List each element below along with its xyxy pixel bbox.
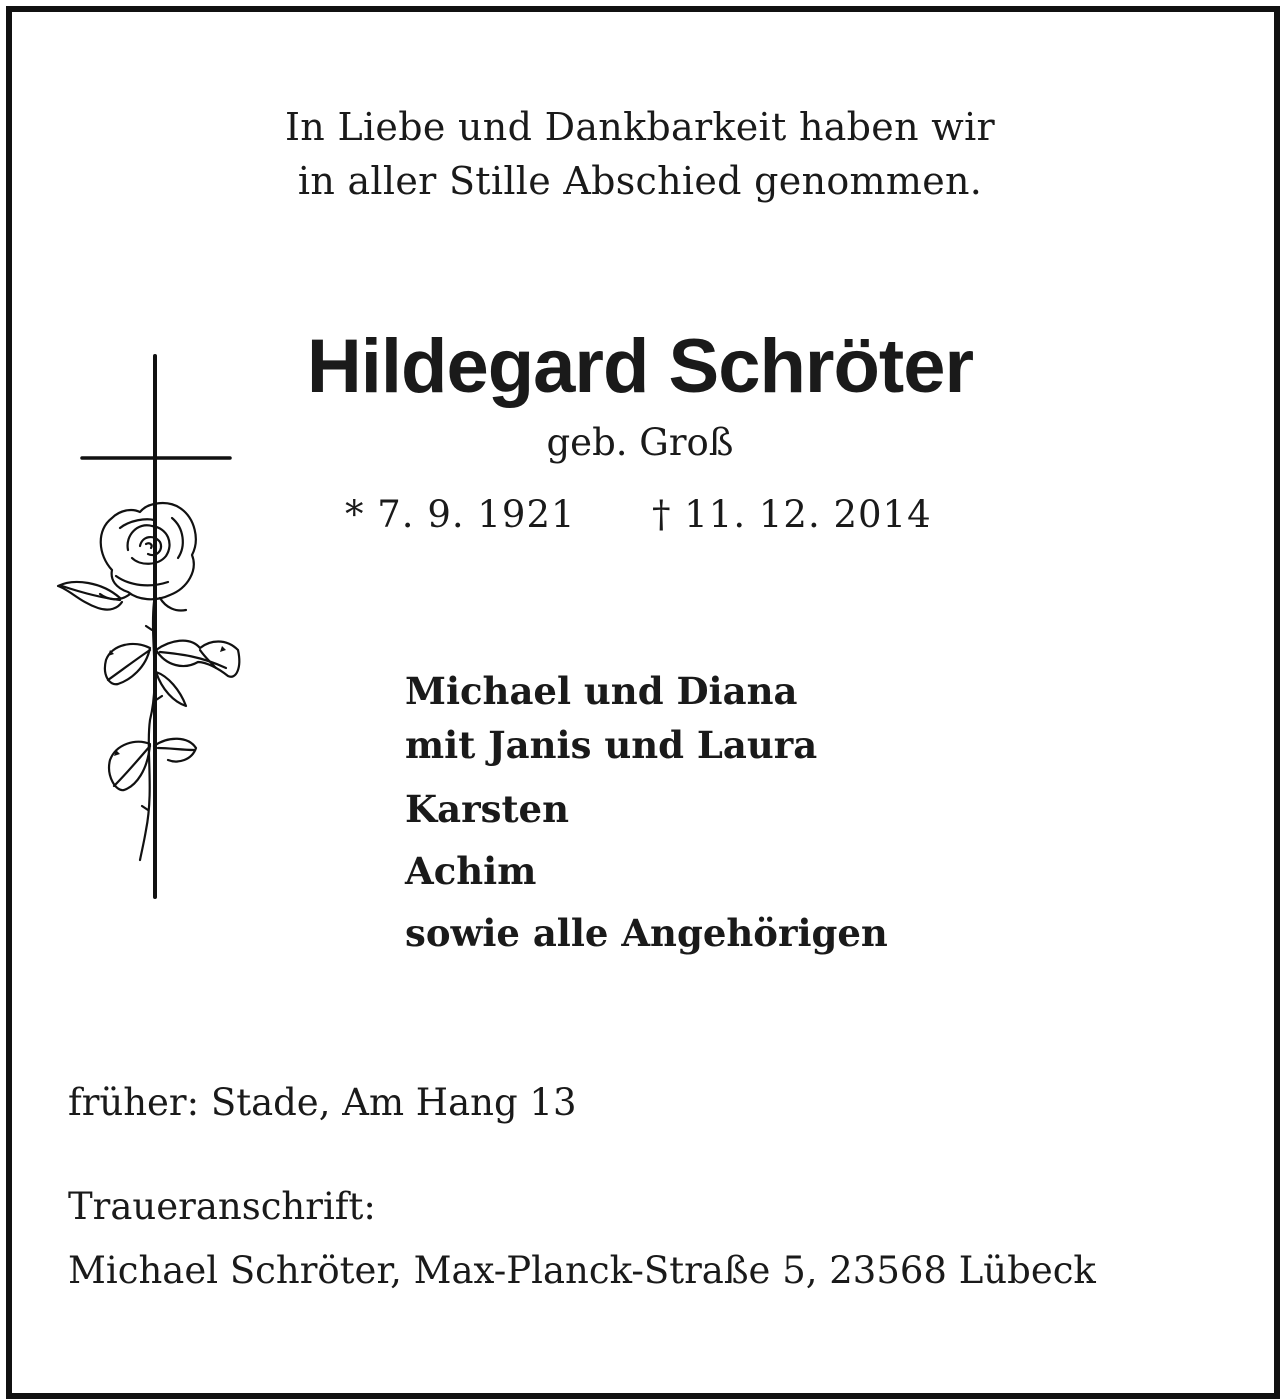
intro-line-1: In Liebe und Dankbarkeit haben wir [284,105,995,149]
condolence-label: Traueranschrift: [68,1185,376,1228]
mourner-line: Achim [405,849,537,893]
cross-with-rose-icon [50,350,250,900]
former-address: früher: Stade, Am Hang 13 [68,1081,577,1124]
condolence-address: Michael Schröter, Max-Planck-Straße 5, 23568 Lübeck [68,1249,1096,1292]
birth-date: * 7. 9. 1921 [345,493,576,536]
mourner-line: sowie alle Angehörigen [405,911,888,955]
death-date: † 11. 12. 2014 [652,493,932,536]
mourner-line: mit Janis und Laura [405,723,818,767]
maiden-name: geb. Groß [546,421,734,464]
intro-line-2: in aller Stille Abschied genommen. [297,159,983,203]
deceased-name: Hildegard Schröter [306,324,974,409]
mourner-line: Michael und Diana [405,669,798,713]
mourner-line: Karsten [405,787,569,831]
